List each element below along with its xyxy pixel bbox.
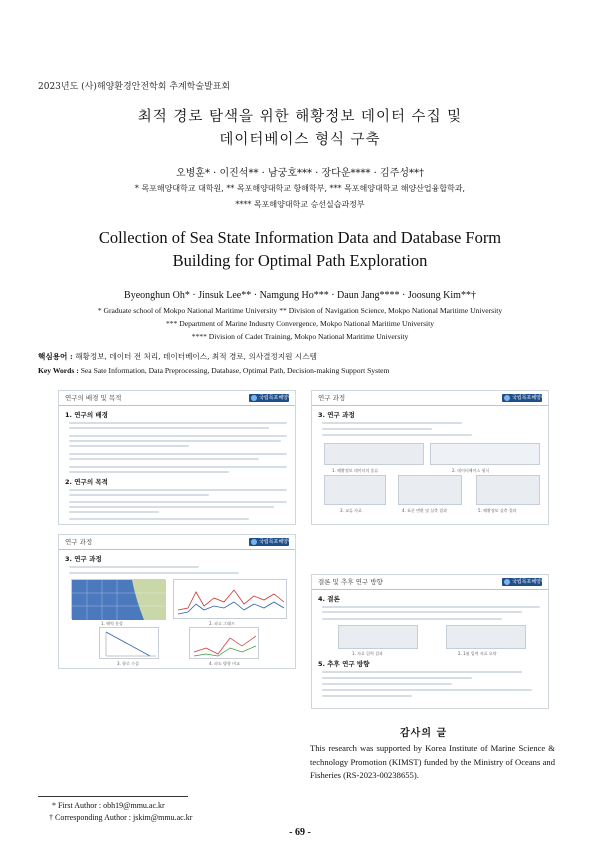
wave-height-graph-image <box>173 579 287 619</box>
slide-research-process-1 <box>311 390 556 525</box>
figure-caption: 3. 항로 수집 <box>117 661 139 666</box>
affiliations-kr-2: **** 목포해양대학교 승선실습과정부 <box>235 200 365 209</box>
university-logo: 국립목포해양대학교 <box>249 394 289 402</box>
footnote-first-author: * First Author : obh19@mmu.ac.kr <box>52 801 165 810</box>
data-table-image <box>324 443 424 465</box>
figure-caption: 2. 1월 입력 자료 요약 <box>458 651 497 656</box>
sea-area-map-image <box>71 579 165 619</box>
title-en-line2: Building for Optimal Path Exploration <box>172 251 428 270</box>
slide-title: 연구의 배경 및 목적 <box>65 394 122 402</box>
figure-caption: 4. 표준 변환 및 실측 결과 <box>402 508 447 513</box>
wave-graph <box>174 580 288 620</box>
slide-title: 결론 및 추후 연구 방향 <box>318 578 383 586</box>
exchange-data-image <box>324 475 386 505</box>
title-kr-line2: 데이터베이스 형식 구축 <box>219 132 381 148</box>
summary-table-image <box>446 625 526 649</box>
keywords-en-text: Sea Sate Information, Data Preprocessing, Database, Optimal Path, Decision-making Support System <box>80 366 390 375</box>
slide-title: 연구 과정 <box>318 394 346 402</box>
university-logo: 국립목포해양대학교 <box>502 394 542 402</box>
section-heading: 5. 추후 연구 방향 <box>318 660 370 668</box>
university-logo: 국립목포해양대학교 <box>249 538 289 546</box>
section-heading: 2. 연구의 목적 <box>65 478 108 486</box>
figure-caption: 4. 파도 방향 비교 <box>209 661 240 666</box>
footnote-divider <box>38 796 188 797</box>
section-heading: 3. 연구 과정 <box>318 411 355 419</box>
acknowledgement-title: 감사의 글 <box>400 728 448 739</box>
keywords-en-label: Key Words : <box>38 366 79 375</box>
authors-kr: 오병훈* · 이진석** · 남궁호*** · 장다운**** · 김주성**† <box>175 168 425 179</box>
keywords-kr <box>38 351 317 362</box>
measurement-result-image <box>476 475 540 505</box>
keywords-kr-text: 해황정보, 데이터 전 처리, 데이터베이스, 최적 경로, 의사결정지원 시스템 <box>75 352 317 361</box>
route-collection-image <box>99 627 159 659</box>
slide-research-process-2 <box>58 534 303 669</box>
input-result-image <box>338 625 418 649</box>
conference-header: 2023년도 (사)해양환경안전학회 추계학술발표회 <box>38 82 231 92</box>
figure-caption: 2. 데이터베이스 형식 <box>452 468 490 473</box>
keywords-kr-label: 핵심용어 : <box>38 352 73 361</box>
footnote-corresponding-author: † Corresponding Author : jskim@mmu.ac.kr <box>49 813 193 822</box>
slide-title: 연구 과정 <box>65 538 93 546</box>
figure-caption: 1. 자료 입력 결과 <box>352 651 383 656</box>
slide-background-purpose <box>58 390 303 525</box>
figure-caption: 2. 파고 그래프 <box>209 621 235 626</box>
acknowledgement-text: This research was supported by Korea Institute of Marine Science & technology Promotion (KIMST) funded by the Ministry of Oceans and Fisheries (RS-2023-00238655). <box>310 743 555 781</box>
title-en-line1: Collection of Sea State Information Data and Database Form <box>98 228 502 247</box>
section-heading: 1. 연구의 배경 <box>65 411 108 419</box>
db-format-table-image <box>430 443 540 465</box>
section-heading: 4. 결론 <box>318 595 340 603</box>
title-kr-line1: 최적 경로 탐색을 위한 해황정보 데이터 수집 및 <box>137 109 463 125</box>
affiliations-en-3: **** Division of Cadet Training, Mokpo National Maritime University <box>191 332 409 341</box>
authors-en: Byeonghun Oh* · Jinsuk Lee** · Namgung Ho*** · Daun Jang**** · Joosung Kim**† <box>124 290 476 301</box>
conversion-result-image <box>398 475 462 505</box>
figure-caption: 1. 해역 분할 <box>101 621 123 626</box>
figure-caption: 1. 해황정보 데이터의 종류 <box>332 468 379 473</box>
affiliations-kr-1: * 목포해양대학교 대학원, ** 목포해양대학교 항해학부, *** 목포해양대학교 해양산업융합학과, <box>134 184 466 193</box>
figure-caption: 5. 해황정보 실측 결과 <box>478 508 517 513</box>
affiliations-en-2: *** Department of Marine Indusrty Convergence, Mokpo National Maritime University <box>165 319 435 328</box>
section-heading: 3. 연구 과정 <box>65 555 102 563</box>
figure-caption: 3. 교류 자료 <box>340 508 362 513</box>
wave-direction-image <box>189 627 259 659</box>
university-logo: 국립목포해양대학교 <box>502 578 542 586</box>
slide-conclusion <box>311 574 556 709</box>
affiliations-en-1: * Graduate school of Mokpo National Maritime University ** Division of Navigation Science, Mokpo National Maritime University <box>97 306 503 315</box>
sea-area-grid <box>72 580 166 620</box>
page-number: - 69 - <box>289 827 311 838</box>
keywords-en <box>38 366 389 375</box>
